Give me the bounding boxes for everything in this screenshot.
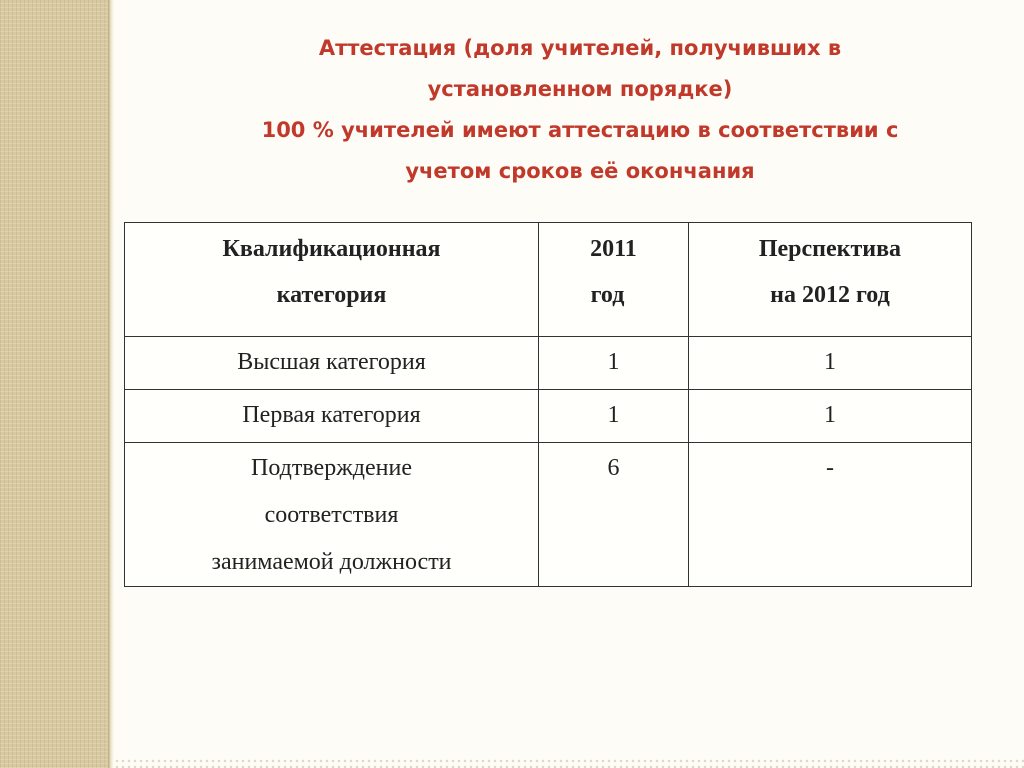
cell-2012: - — [688, 443, 971, 587]
decorative-side-band — [0, 0, 108, 768]
decorative-bottom-border — [114, 758, 1024, 768]
header-year-line-1: 2011 — [590, 236, 637, 262]
header-category-line-1: Квалификационная — [222, 236, 441, 262]
header-year-line-2: год — [590, 282, 625, 308]
cell-2011: 1 — [539, 337, 689, 390]
cell-category — [125, 443, 539, 587]
header-perspective-line-2: на 2012 год — [770, 282, 890, 308]
cell-category-line-1: Подтверждение — [251, 455, 412, 481]
table-row — [125, 443, 972, 587]
cell-2011: 1 — [539, 390, 689, 443]
table-row — [125, 390, 972, 443]
title-line-2: установленном порядке) — [427, 77, 733, 101]
cell-category-line-2: соответствия — [264, 502, 399, 528]
header-category — [125, 223, 539, 337]
header-perspective — [688, 223, 971, 337]
table-row — [125, 337, 972, 390]
header-perspective-line-1: Перспектива — [758, 236, 902, 262]
cell-category-line-3: занимаемой должности — [211, 549, 452, 575]
table-header-row — [125, 223, 972, 337]
attestation-table — [124, 222, 972, 587]
title-line-3: 100 % учителей имеют аттестацию в соответствии с — [261, 118, 899, 142]
slide-title — [140, 28, 1020, 192]
cell-category: Первая категория — [125, 390, 539, 443]
cell-2012: 1 — [688, 337, 971, 390]
cell-2012: 1 — [688, 390, 971, 443]
title-line-4: учетом сроков её окончания — [405, 159, 755, 183]
header-category-line-2: категория — [276, 282, 387, 308]
decorative-side-line — [108, 0, 114, 768]
cell-category: Высшая категория — [125, 337, 539, 390]
header-year-2011 — [539, 223, 689, 337]
cell-2011: 6 — [539, 443, 689, 587]
title-line-1: Аттестация (доля учителей, получивших в — [318, 36, 842, 60]
